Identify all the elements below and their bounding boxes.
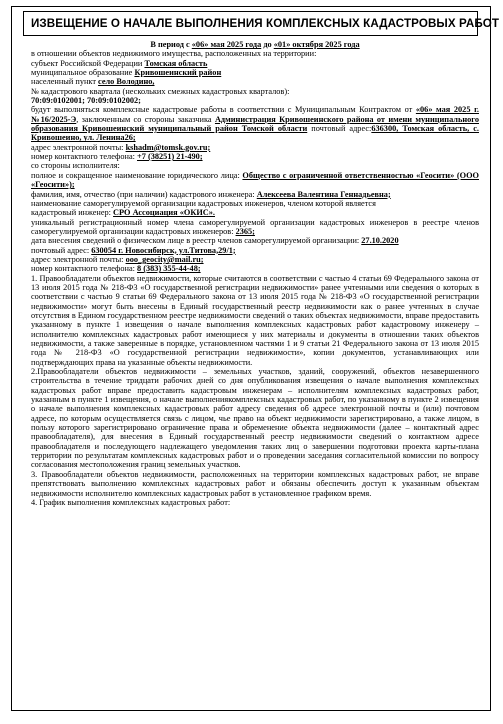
contract-paragraph: [31, 105, 479, 142]
municipality-value: Кривошеинский район: [134, 68, 222, 78]
period-prefix: В период с: [150, 40, 192, 49]
municipality-line: [31, 68, 479, 77]
exec-postal-label: почтовый адрес:: [31, 245, 92, 255]
contract-text-1: будут выполняться комплексные кадастровые работы в соответствии с Муниципальным Контрактом от: [31, 105, 416, 115]
engineer-name: Алексеева Валентина Геннадьевна;: [256, 189, 391, 199]
locality-value: село Володино,: [98, 77, 155, 87]
exec-postal: 630054 г. Новосибирск, ул.Титова,29/1;: [91, 245, 236, 255]
executor-intro: со стороны исполнителя:: [31, 161, 120, 171]
notice-document: [11, 6, 500, 711]
customer-phone: +7 (38251) 21-490;: [137, 152, 203, 162]
reg-line: [31, 218, 479, 237]
subject-line: [31, 59, 479, 68]
title-box: [23, 11, 500, 36]
executor-line: [31, 171, 479, 190]
exec-email: ооо_geocity@mail.ru;: [125, 254, 204, 264]
document-title: ИЗВЕЩЕНИЕ О НАЧАЛЕ ВЫПОЛНЕНИЯ КОМПЛЕКСНЫХ КАДАСТРОВЫХ РАБОТ: [31, 17, 500, 30]
customer-phone-line: [31, 152, 479, 161]
quarters-value: 70:09:0102001; 70:09:0102002;: [31, 96, 141, 106]
subject-value: Томская область: [144, 58, 208, 68]
period-start: «06» мая 2025 года: [191, 40, 262, 49]
exec-postal-line: [31, 246, 479, 255]
sro-description: наименование саморегулируемой организации кадастровых инженеров, членом которой является: [31, 198, 376, 208]
reg-number: 2365;: [235, 226, 255, 236]
exec-phone-line: [31, 264, 479, 273]
reg-date-line: [31, 236, 479, 245]
item-3: 3. Правообладатели объектов недвижимости, расположенных на территории комплексных кадастровых работ, не вправе препятствовать выполнению комплексных кадастровых работ и обязаны обеспечить доступ к указанным объектам недвижимости исполнителю комплексных кадастровых работ в установленное графиком время.: [31, 469, 479, 498]
sro-label: кадастровый инженер:: [31, 208, 114, 218]
period-end: «01» октября 2025 года: [273, 40, 360, 49]
customer-email: kshadm@tomsk.gov.ru;: [125, 142, 211, 152]
engineer-line: [31, 190, 479, 199]
executor-name: Общество с ограниченной ответственностью «Геосити» (ООО «Геосити»);: [31, 170, 480, 190]
contract-date: «06» мая 2025 г. №16/2025-Э: [31, 105, 479, 124]
exec-email-line: [31, 255, 479, 264]
customer-email-line: [31, 143, 479, 152]
quarters-label: № кадастрового квартала (нескольких смежных кадастровых кварталов):: [31, 86, 290, 96]
exec-email-label: адрес электронной почты:: [31, 254, 126, 264]
notice-body: [31, 40, 479, 507]
item-1: 1. Правообладатели объектов недвижимости, которые считаются в соответствии с частью 4 статьи 69 Федерального закона от 13 июля 2015 года № 218-Ф3 «О государственной регистрации недвижимости» ранее учтенными или сведения о которых в соответствии с частью 9 статьи 69 Федерального закона от 13 июля 2015 года № 218-Ф3 «О государственной регистрации недвижимости» могут быть внесены в Единый государственный реестр недвижимости как о ранее учтенных в случае отсутствия в Едином государственном реестре недвижимости сведений о таких объектах недвижимости, вправе предоставить указанному в пункте 1 извещения о начале выполнения комплексных кадастровых работ кадастровому инженеру – исполнителю комплексных кадастровых работ имеющиеся у них материалы и документы в отношении таких объектов недвижимости, а также заверенные в порядке, установленном частями 1 и 9 статьи 21 Федерального закона от 13 июля 2015 года № 218-Ф3 «О государственной регистрации недвижимости», копии документов, устанавливающих или подтверждающих права на указанные объекты недвижимости.: [31, 273, 479, 367]
reg-date-label: дата внесения сведений о физическом лице в реестр членов саморегулируемой организации:: [31, 236, 362, 246]
exec-phone-label: номер контактного телефона:: [31, 264, 138, 274]
customer-postal: 636300, Томская область, с. Кривошеино, ул. Ленина26;: [31, 124, 479, 143]
customer-phone-label: номер контактного телефона:: [31, 152, 138, 162]
customer-email-label: адрес электронной почты:: [31, 142, 126, 152]
contract-text-2: , заключенным со стороны заказчика: [76, 114, 215, 124]
item-4: 4. График выполнения комплексных кадастровых работ:: [31, 497, 231, 507]
reg-label: уникальный регистрационный номер члена саморегулируемой организации кадастровых инженеров в реестре членов саморегулируемой организации кадастровых инженеров:: [31, 217, 479, 236]
executor-label: полное и сокращенное наименование юридического лица:: [31, 170, 243, 180]
contract-text-3: почтовый адрес:: [307, 124, 372, 134]
customer-name: Администрация Кривошеинского района от имени муниципального образования Кривошеинский муниципальный район Томской области: [31, 114, 479, 134]
subject-label: субъект Российской Федерации: [31, 58, 145, 68]
locality-line: [31, 77, 479, 86]
item-2: 2.Правообладатели объектов недвижимости – земельных участков, зданий, сооружений, объектов незавершенного строительства в течение тридцати рабочих дней со дня опубликования извещения о начале выполнения комплексных кадастровых работ вправе предоставить кадастровым инженерам – исполнителям комплексных кадастровых работ, указанным в пункте 1 извещения, о начале выполнениякомплексных кадастровых работ, по указанному в пункте 2 извещения о начале выполнения комплексных кадастровых работ адресу сведения об адресе электронной почты и (или) почтовом адресе, по которым осуществляется связь с лицом, чье право на объект недвижимости зарегистрировано, а также лицом, в пользу которого зарегистрировано ограничение права и обременение объекта недвижимости (далее – контактный адрес правообладателя), для внесения в Единый государственный реестр недвижимости сведений о контактном адресе правообладателя и последующего надлежащего уведомления таких лиц о завершении подготовки проекта карты-плана территории по результатам комплексных кадастровых работ и о проведении заседания согласительной комиссии по вопросу согласования местоположения границ земельных участков.: [31, 367, 479, 470]
reg-date: 27.10.2020: [361, 236, 399, 246]
period-mid: до: [261, 40, 274, 49]
sro-line: [31, 208, 479, 217]
period-line: [31, 40, 479, 49]
sro-name: СРО Ассоциация «ОКИС».: [113, 208, 216, 218]
exec-phone: 8 (383) 355-44-48;: [137, 264, 201, 274]
municipality-label: муниципальное образование: [31, 68, 135, 78]
locality-label: населенный пункт: [31, 77, 99, 87]
engineer-label: фамилия, имя, отчество (при наличии) кадастрового инженера:: [31, 189, 257, 199]
intro-line: в отношении объектов недвижимого имущества, расположенных на территории:: [31, 49, 317, 59]
